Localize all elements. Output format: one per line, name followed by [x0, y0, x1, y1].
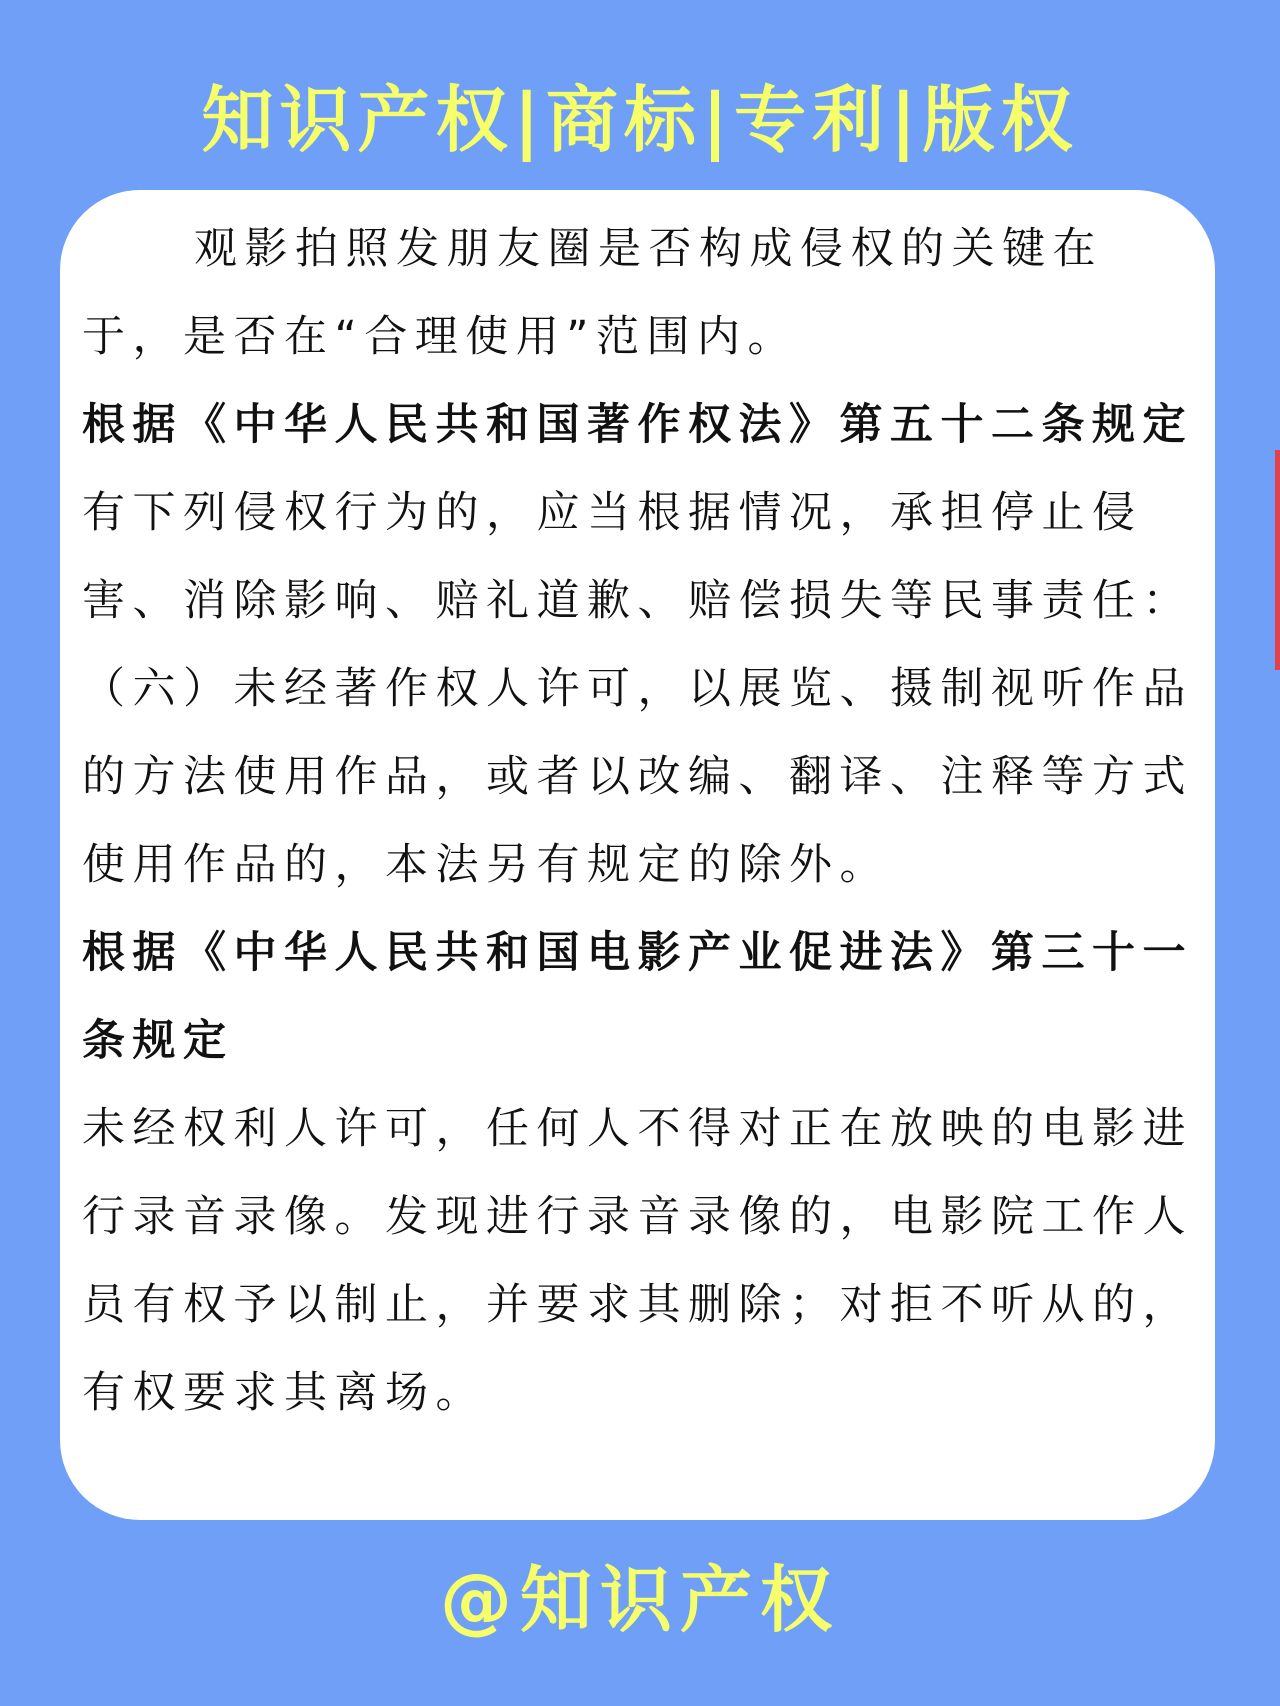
page-title: 知识产权|商标|专利|版权	[201, 78, 1079, 162]
copyright-law-heading: 根据《中华人民共和国著作权法》第五十二条规定	[82, 400, 1193, 450]
film-law-paragraph: 未经权利人许可，任何人不得对正在放映的电影进行录音录像。发现进行录音录像的，电影院工作人员有权予以制止，并要求其删除；对拒不听从的，有权要求其离场。	[82, 1104, 1193, 1418]
edge-marker	[1275, 450, 1280, 670]
film-law-heading: 根据《中华人民共和国电影产业促进法》第三十一条规定	[82, 928, 1193, 1066]
copyright-law-clause: （六）未经著作权人许可，以展览、摄制视听作品的方法使用作品，或者以改编、翻译、注释等方式使用作品的，本法另有规定的除外。	[82, 664, 1193, 890]
article-body	[82, 205, 1202, 1437]
intro-paragraph: 观影拍照发朋友圈是否构成侵权的关键在于，是否在“合理使用”范围内。	[82, 224, 1103, 362]
footer-handle: @知识产权	[439, 1558, 840, 1642]
copyright-law-paragraph: 有下列侵权行为的，应当根据情况，承担停止侵害、消除影响、赔礼道歉、赔偿损失等民事责任：	[82, 488, 1193, 626]
